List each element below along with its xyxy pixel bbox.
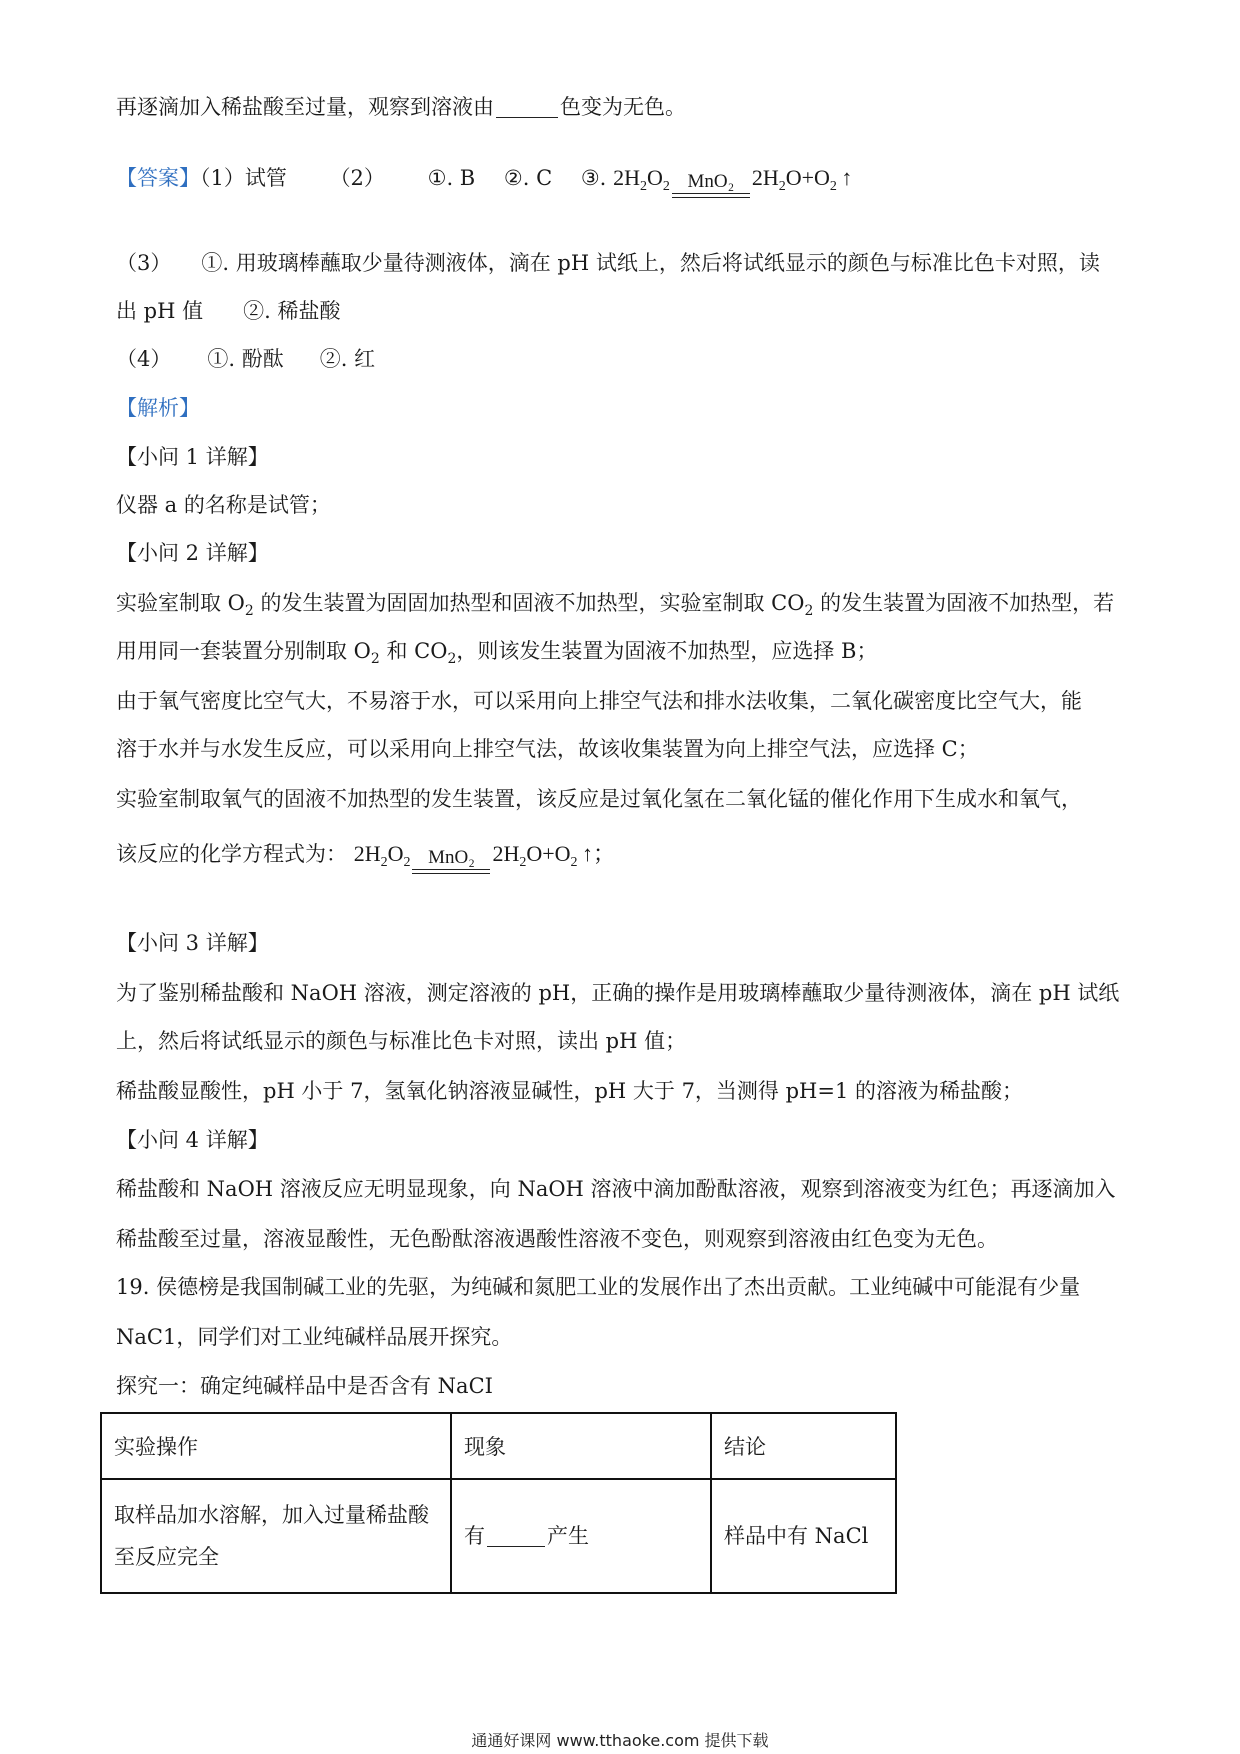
text-line: 实验室制取 $O_2$ 的发生装置为固固加热型和固液不加热型，实验室制取 $CO_2$ 的发生装置为固液不加热型，若 [116,591,1115,619]
text-line: 仪器 a 的名称是试管； [116,493,331,517]
section-heading: 【小问 2 详解】 [116,541,269,565]
table-header-row [101,1413,896,1479]
experiment-table [100,1412,897,1594]
text-line: 稀盐酸显酸性，pH 小于 7，氢氧化钠溶液显碱性，pH 大于 7，当测得 pH=1 的溶液为稀盐酸； [116,1079,1023,1103]
analysis-tag: 【解析】 [116,396,200,420]
text-line: 19. 侯德榜是我国制碱工业的先驱，为纯碱和氮肥工业的发展作出了杰出贡献。工业纯碱中可能混有少量 [116,1275,1081,1299]
chemical-equation: $2H_2O_2$ MnO₂ $2H_2O+O_2$ ↑ [613,156,852,209]
text-line: 稀盐酸至过量，溶液显酸性，无色酚酞溶液遇酸性溶液不变色，则观察到溶液由红色变为无色。 [116,1227,998,1251]
text-line: 由于氧气密度比空气大，不易溶于水，可以采用向上排空气法和排水法收集，二氧化碳密度比空气大，能 [116,689,1082,713]
text-line: 上，然后将试纸显示的颜色与标准比色卡对照，读出 pH 值； [116,1029,687,1053]
text-line: 该反应的化学方程式为： $2H_2O_2$ MnO₂ $2H_2O+O_2$ ↑； [116,832,1130,876]
text-line: （4） ①. 酚酞 ②. 红 [116,347,376,371]
text-line: 为了鉴别稀盐酸和 NaOH 溶液，测定溶液的 pH，正确的操作是用玻璃棒蘸取少量待测液体，滴在 pH 试纸 [116,981,1120,1005]
section-heading: 【小问 1 详解】 [116,445,269,469]
text-line: 溶于水并与水发生反应，可以采用向上排空气法，故该收集装置为向上排空气法，应选择 C； [116,737,979,761]
text-line: 再逐滴加入稀盐酸至过量，观察到溶液由 色变为无色。 [116,95,686,119]
table-cell-phenomenon: 有 产生 [451,1479,711,1593]
table-cell-operation: 取样品加水溶解，加入过量稀盐酸 至反应完全 [101,1479,451,1593]
table-header-cell: 结论 [711,1413,896,1479]
page-footer: 通通好课网 www.tthaoke.com 提供下载 [471,1731,769,1750]
answer-blank [496,95,558,118]
answer-blank [487,1524,545,1547]
text-line: 稀盐酸和 NaOH 溶液反应无明显现象，向 NaOH 溶液中滴加酚酞溶液，观察到溶液变为红色；再逐滴加入 [116,1177,1116,1201]
table-header-cell: 实验操作 [101,1413,451,1479]
answer-tag: 【答案】 [116,166,200,190]
text-line: 探究一：确定纯碱样品中是否含有 NaCI [116,1374,493,1398]
text-line: 实验室制取氧气的固液不加热型的发生装置，该反应是过氧化氢在二氧化锰的催化作用下生成水和氧气， [116,787,1082,811]
table-cell-conclusion: 样品中有 NaCl [711,1479,896,1593]
section-heading: 【小问 3 详解】 [116,931,269,955]
answer-line: 【答案】（1）试管 （2） ①. B ②. C ③. $2H_2O_2$ MnO₂ $2H_2O+O_2$ ↑ [116,156,1130,200]
text-line: （3） ①. 用玻璃棒蘸取少量待测液体，滴在 pH 试纸上，然后将试纸显示的颜色与标准比色卡对照，读 [116,251,1100,275]
chemical-equation: $2H_2O_2$ MnO₂ $2H_2O+O_2$ ↑； [354,832,615,885]
section-heading: 【小问 4 详解】 [116,1128,269,1152]
table-header-cell: 现象 [451,1413,711,1479]
text-line: 出 pH 值 ②. 稀盐酸 [116,299,341,323]
text-line: 用用同一套装置分别制取 $O_2$ 和 $CO_2$，则该发生装置为固液不加热型，应选择 B； [116,639,878,667]
text-line: NaC1，同学们对工业纯碱样品展开探究。 [116,1325,513,1349]
table-row [101,1479,896,1593]
